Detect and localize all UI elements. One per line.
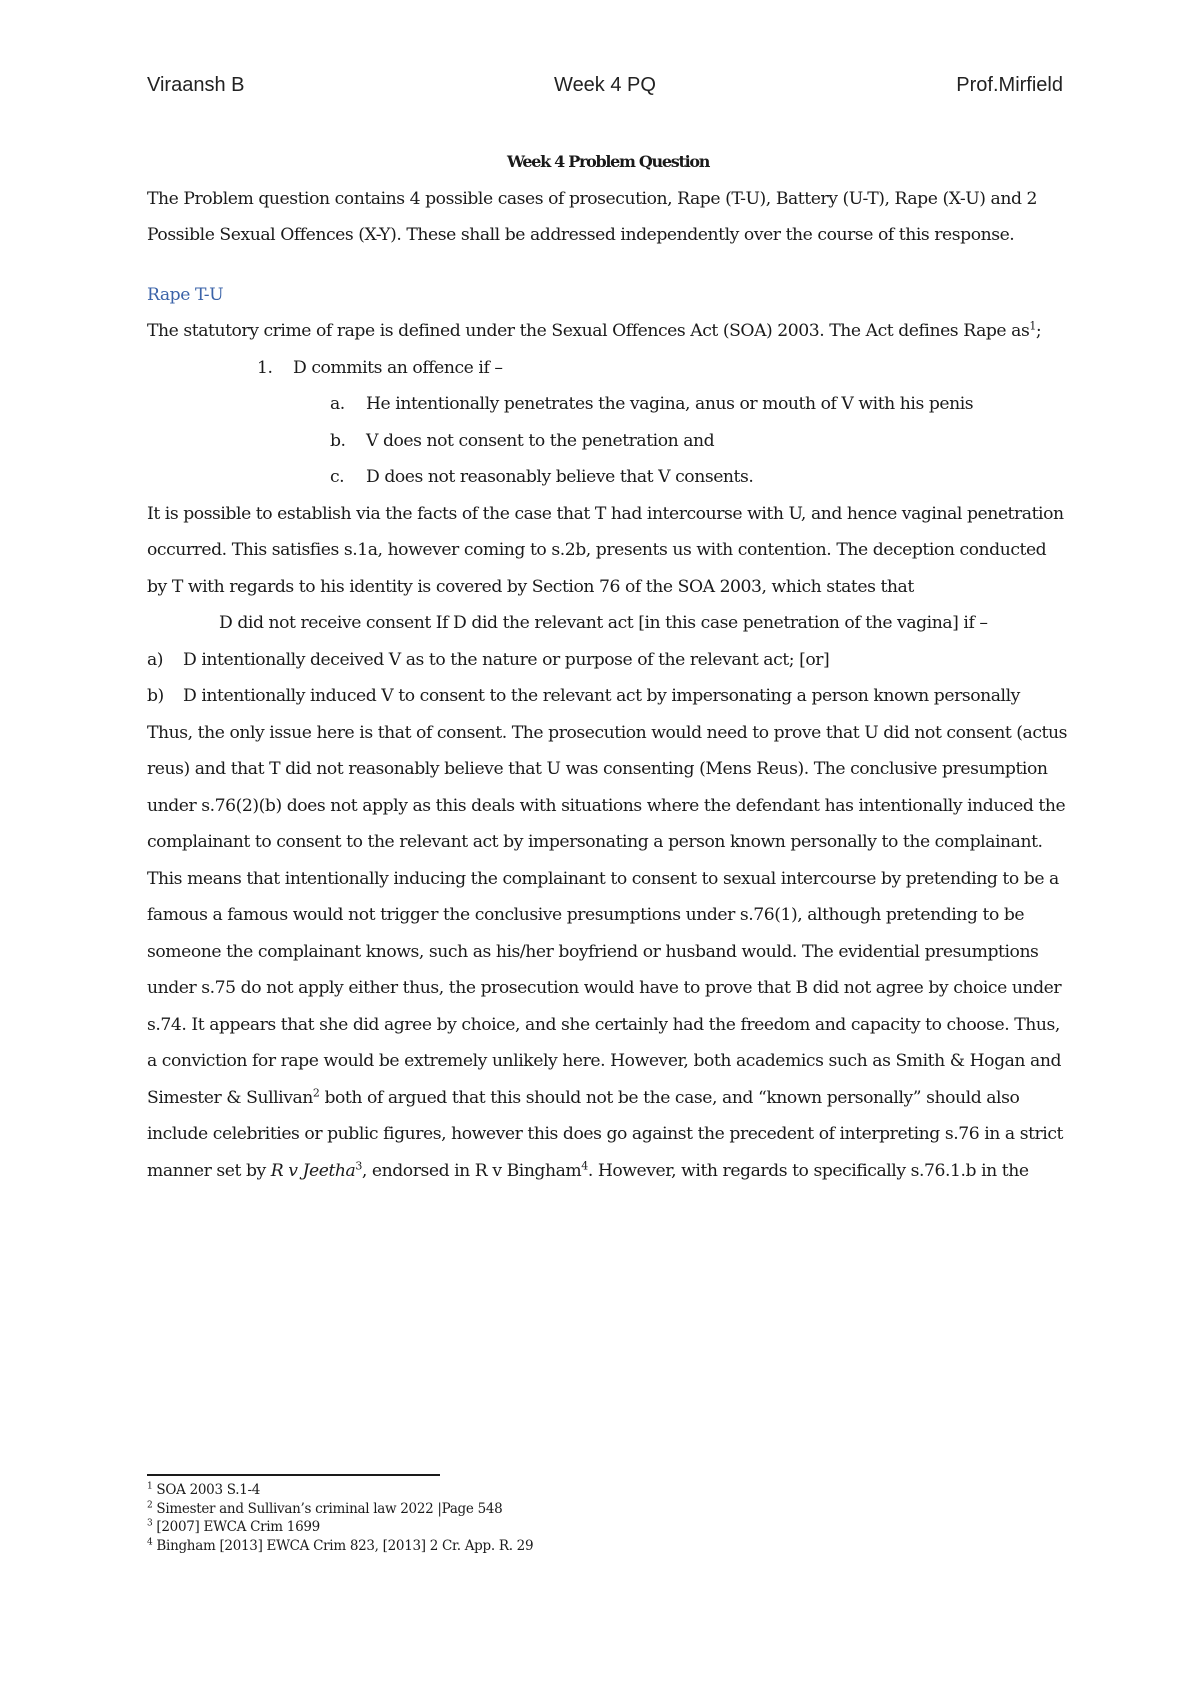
footnote-separator xyxy=(147,1474,440,1476)
list-text: D commits an offence if – xyxy=(293,357,503,378)
analysis-paragraph xyxy=(147,715,1069,1190)
statute-text: D intentionally induced V to consent to the relevant act by impersonating a person known personally xyxy=(183,686,1020,706)
footnote-number: 1 xyxy=(147,1481,153,1492)
footnote-ref-1[interactable]: 1 xyxy=(1029,319,1036,333)
definition-end: ; xyxy=(1035,321,1042,341)
case-name-jeetha: R v Jeetha xyxy=(270,1160,356,1181)
statute-item xyxy=(147,642,1069,679)
footnote-number: 3 xyxy=(147,1518,153,1529)
document-title: Week 4 Problem Question xyxy=(506,152,710,171)
footnote-number: 2 xyxy=(147,1500,153,1510)
document-body xyxy=(147,144,1069,1189)
footnote-text: Bingham [2013] EWCA Crim 823, [2013] 2 Cr. App. R. 29 xyxy=(152,1537,534,1554)
footnotes xyxy=(147,1481,1047,1555)
sub-list-text: He intentionally penetrates the vagina, anus or mouth of V with his penis xyxy=(366,394,974,414)
footnote-text: [2007] EWCA Crim 1699 xyxy=(152,1519,320,1535)
statute-item xyxy=(147,678,1069,715)
sub-list-item xyxy=(147,423,1069,460)
sub-list-text: V does not consent to the penetration and xyxy=(366,430,715,451)
list-number: 1. xyxy=(257,357,273,378)
sub-list-letter: a. xyxy=(330,394,345,414)
footnote xyxy=(147,1481,1047,1500)
header-author: Viraansh B xyxy=(147,74,245,96)
footnote-text: Simester and Sullivan’s criminal law 2022 |Page 548 xyxy=(152,1500,503,1517)
analysis-text-1: Thus, the only issue here is that of consent. The prosecution would need to prove that U did not consent (actus reus) and that T did not reasonably believe that U was consenting (Mens Reus). The conclusive presumption under s.76(2)(b) does not apply as this deals with situations where the defendant has intentionally induced the complainant to consent to the relevant act by impersonating a person known personally to the complainant. This means that intentionally inducing the complainant to consent to sexual intercourse by pretending to be a famous a famous would not trigger the conclusive presumptions under s.76(1), although pretending to be someone the complainant knows, such as his/her boyfriend or husband would. The evidential presumptions under s.75 do not apply either thus, the prosecution would have to prove that B did not agree by choice under s.74. It appears that she did agree by choice, and she certainly had the freedom and capacity to choose. Thus, a conviction for rape would be extremely unlikely here. However, both academics such as Smith & Hogan and Simester & Sullivan xyxy=(147,722,1067,1108)
section-heading: Rape T-U xyxy=(147,284,224,305)
facts-paragraph: It is possible to establish via the facts of the case that T had intercourse with U, and hence vaginal penetration occurred. This satisfies s.1a, however coming to s.2b, presents us with contention. The deception conducted by T with regards to his identity is covered by Section 76 of the SOA 2003, which states that xyxy=(147,503,1064,597)
footnote-ref-3[interactable]: 3 xyxy=(355,1158,362,1172)
sub-list-letter: c. xyxy=(330,467,345,487)
footnote xyxy=(147,1537,1047,1556)
sub-list-item xyxy=(147,459,1069,496)
footnote-ref-4[interactable]: 4 xyxy=(581,1158,588,1172)
statute-letter: b) xyxy=(147,686,164,706)
header-week: Week 4 PQ xyxy=(554,74,656,96)
footnote-text: SOA 2003 S.1-4 xyxy=(152,1482,261,1498)
sub-list-text: D does not reasonably believe that V consents. xyxy=(366,467,754,487)
header-professor: Prof.Mirfield xyxy=(956,74,1063,96)
analysis-text-2: both of argued that this should not be the case, and “known personally” should also include celebrities or public figures, however this does go against the precedent of interpreting s.76 in a strict manner set by xyxy=(147,1087,1063,1181)
analysis-text-4: . However, with regards to specifically s.76.1.b in the xyxy=(587,1160,1029,1181)
statute-quote: D did not receive consent If D did the relevant act [in this case penetration of the vagina] if – xyxy=(219,613,988,633)
page-header xyxy=(147,74,1063,108)
definition-text: The statutory crime of rape is defined under the Sexual Offences Act (SOA) 2003. The Act defines Rape as xyxy=(147,321,1030,341)
statute-text: D intentionally deceived V as to the nature or purpose of the relevant act; [or] xyxy=(183,649,830,670)
footnote xyxy=(147,1518,1047,1537)
footnote xyxy=(147,1500,1047,1519)
statute-letter: a) xyxy=(147,649,164,670)
footnote-number: 4 xyxy=(147,1537,153,1547)
definition-paragraph xyxy=(147,313,1069,350)
sub-list-letter: b. xyxy=(330,430,346,451)
sub-list-item xyxy=(147,386,1069,423)
footnote-ref-2[interactable]: 2 xyxy=(312,1085,320,1099)
intro-paragraph: The Problem question contains 4 possible cases of prosecution, Rape (T-U), Battery (U-T), Rape (X-U) and 2 Possible Sexual Offences (X-Y). These shall be addressed independently over the course of this response. xyxy=(147,188,1038,245)
list-item xyxy=(147,350,1069,387)
analysis-text-3: , endorsed in R v Bingham xyxy=(361,1160,582,1181)
